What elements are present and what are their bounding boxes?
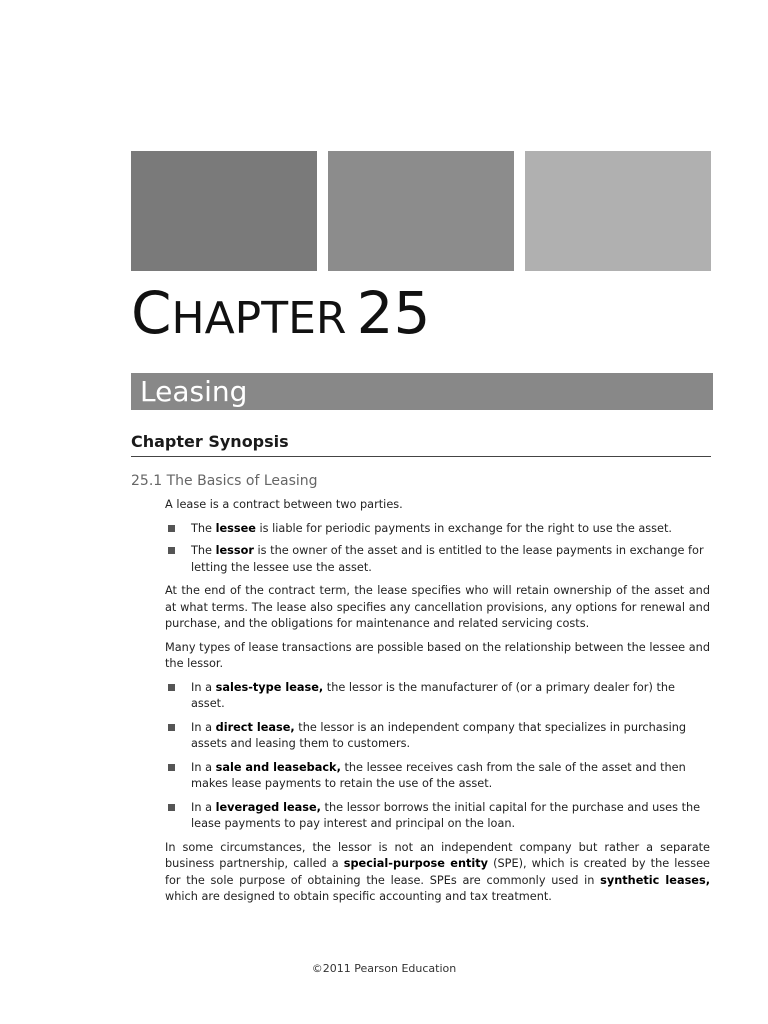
square-bullet-icon bbox=[168, 684, 175, 691]
square-bullet-icon bbox=[168, 724, 175, 731]
synopsis-heading: Chapter Synopsis bbox=[131, 432, 711, 457]
list-item: In a leveraged lease, the lessor borrows the initial capital for the purchase and uses the lease payments to pay interest and principal on the loan. bbox=[165, 800, 710, 833]
key-term: synthetic leases, bbox=[600, 873, 710, 887]
key-term: special-purpose entity bbox=[343, 857, 489, 870]
header-block-light bbox=[525, 151, 711, 271]
key-term: sales-type lease, bbox=[215, 680, 324, 694]
party-bullet-list bbox=[165, 521, 710, 577]
paragraph: In some circumstances, the lessor is not an independent company but rather a separate business partnership, called a special-purpose entity (SPE), which is created by the lessee for the sole purpose of obtaining the lease. SPEs are commonly used in synthetic leases, which are designed to obtain specific accounting and tax treatment. bbox=[165, 840, 710, 903]
chapter-topic: Leasing bbox=[140, 375, 248, 408]
square-bullet-icon bbox=[168, 804, 175, 811]
chapter-title-rest: HAPTER bbox=[171, 293, 347, 344]
list-item: The lessee is liable for periodic payments in exchange for the right to use the asset. bbox=[165, 521, 710, 538]
intro-paragraph: A lease is a contract between two parties. bbox=[165, 498, 403, 511]
key-term: direct lease, bbox=[215, 720, 295, 734]
list-item: In a direct lease, the lessor is an independent company that specializes in purchasing assets and leasing them to customers. bbox=[165, 720, 710, 753]
list-item: In a sale and leaseback, the lessee receives cash from the sale of the asset and then makes lease payments to retain the use of the asset. bbox=[165, 760, 710, 793]
chapter-title bbox=[131, 279, 431, 347]
paragraph: At the end of the contract term, the lease specifies who will retain ownership of the asset and at what terms. The lease also specifies any cancellation provisions, any options for renewal and purchase, and the obligations for maintenance and related servicing costs. bbox=[165, 584, 710, 630]
chapter-topic-band bbox=[131, 373, 713, 410]
square-bullet-icon bbox=[168, 525, 175, 532]
decorative-header-blocks bbox=[131, 151, 711, 271]
key-term: lessee bbox=[215, 521, 256, 535]
square-bullet-icon bbox=[168, 764, 175, 771]
page-footer: ©2011 Pearson Education bbox=[311, 962, 457, 975]
header-block-dark bbox=[131, 151, 317, 271]
key-term: sale and leaseback, bbox=[215, 760, 341, 774]
key-term: lessor bbox=[215, 544, 254, 557]
header-block-medium bbox=[328, 151, 514, 271]
chapter-title-initial: C bbox=[131, 279, 172, 347]
chapter-number: 25 bbox=[356, 279, 431, 347]
key-term: leveraged lease, bbox=[215, 800, 321, 814]
lease-types-bullet-list bbox=[165, 680, 710, 833]
square-bullet-icon bbox=[168, 547, 175, 554]
list-item: In a sales-type lease, the lessor is the manufacturer of (or a primary dealer for) the asset. bbox=[165, 680, 710, 713]
section-body bbox=[165, 497, 710, 913]
paragraph: Many types of lease transactions are possible based on the relationship between the lessee and the lessor. bbox=[165, 640, 710, 670]
list-item: The lessor is the owner of the asset and is entitled to the lease payments in exchange for letting the lessee use the asset. bbox=[165, 543, 710, 576]
section-heading: 25.1 The Basics of Leasing bbox=[131, 473, 318, 489]
